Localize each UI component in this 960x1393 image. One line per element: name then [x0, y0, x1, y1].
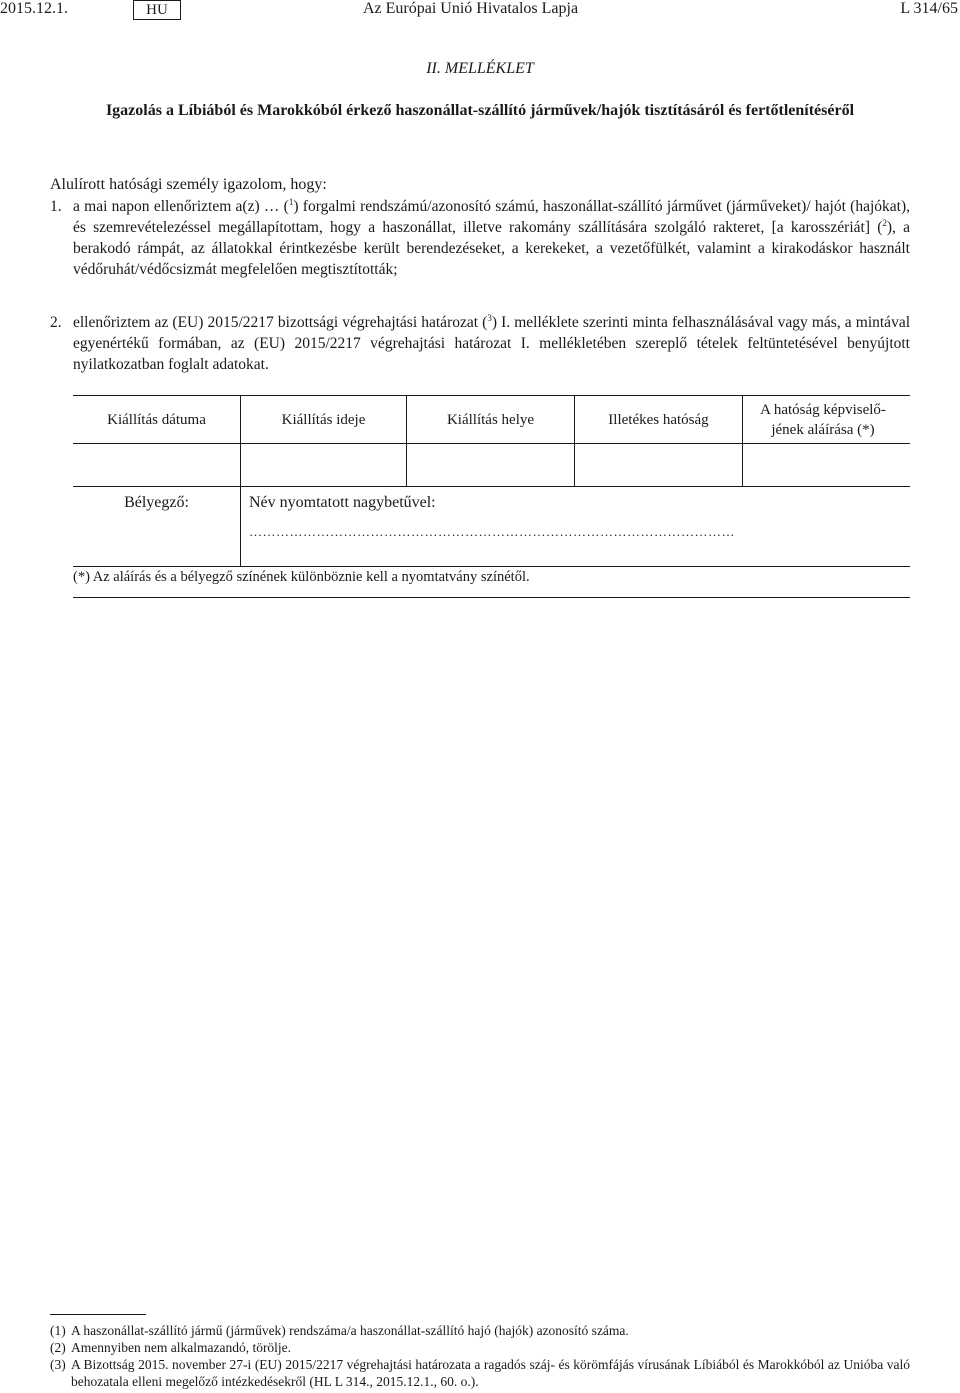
table-bottom-rule	[73, 486, 910, 487]
stamp-label: Bélyegző:	[124, 494, 189, 511]
column-divider	[742, 395, 743, 486]
column-header-authority: Illetékes hatóság	[608, 412, 709, 428]
stamp-divider	[240, 486, 241, 566]
footnote-ref: 1	[288, 196, 294, 207]
note-bottom-rule	[73, 597, 910, 598]
footnote-ref: 3	[487, 312, 492, 323]
intro-text: Alulírott hatósági személy igazolom, hogy:	[50, 176, 327, 193]
item-number: 2.	[50, 314, 62, 331]
language-code-box: HU	[133, 0, 181, 20]
footnote-3	[50, 1356, 910, 1390]
footnote-number: (2)	[50, 1340, 66, 1355]
footnote-separator	[50, 1314, 146, 1315]
stamp-bottom-rule	[73, 566, 910, 567]
page-reference: L 314/65	[900, 0, 958, 17]
statement-item-1	[50, 196, 910, 280]
footnote-ref: 2	[882, 217, 887, 228]
item-text: ellenőriztem az (EU) 2015/2217 bizottsági végrehajtási határozat ($^3$) I. melléklete szerinti minta felhasználásával vagy más, a mintával egyenértékű formában, az (EU) 2015/2217 végrehajtási határozat I. mellékletében szereplő tételek feltüntetésével benyújtott nyilatkozatban foglalt adatokat.	[73, 312, 911, 373]
journal-title: Az Európai Unió Hivatalos Lapja	[363, 0, 579, 17]
item-number: 1.	[50, 198, 62, 215]
publication-date: 2015.12.1.	[0, 0, 68, 17]
signature-color-note: (*) Az aláírás és a bélyegző színének különböznie kell a nyomtatvány színétől.	[73, 569, 530, 585]
footnote-number: (3)	[50, 1357, 66, 1372]
page-header	[0, 0, 960, 22]
footnote-text: Amennyiben nem alkalmazandó, törölje.	[71, 1340, 292, 1355]
document-title: Igazolás a Líbiából és Marokkóból érkező haszonállat-szállító járművek/hajók tisztításáról és fertőtlenítéséről	[105, 102, 855, 119]
statement-item-2	[50, 312, 910, 375]
item-text: a mai napon ellenőriztem a(z) … ($^1$) forgalmi rendszámú/azonosító számú, haszonállat-szállító járművet (járműveket)/ hajót (hajókat), és szemrevételezéssel megállapítottam, hogy a haszonállat, illetve rakomány szállítására szolgáló rakteret, [a karosszériát] ($^2$), a berakodó rámpát, az állatokkal érintkezésbe került berendezéseket, a kerekeket, a vezetőfülkét, valamint a kirakodáskor használt védőruhát/védőcsizmát megfelelően megtisztították;	[73, 196, 910, 278]
footnote-2	[50, 1339, 910, 1356]
footnote-text: A Bizottság 2015. november 27-i (EU) 2015/2217 végrehajtási határozata a ragadós száj- és körömfájás vírusának Líbiából és Marokkóból az Unióba való behozatala elleni megelőző intézkedésekről (HL L 314., 2015.12.1., 60. o.).	[71, 1357, 910, 1389]
column-header-issue-place: Kiállítás helye	[446, 412, 535, 428]
annex-title: II. MELLÉKLET	[426, 60, 534, 77]
footnote-number: (1)	[50, 1323, 66, 1338]
table-header-rule	[73, 443, 910, 444]
table-top-rule	[73, 395, 910, 396]
footnote-text: A haszonállat-szállító jármű (járművek) rendszáma/a haszonállat-szállító hajó (hajók) azonosító száma.	[71, 1323, 629, 1338]
printed-name-field: ………………………………………………………………………………………………	[249, 524, 735, 539]
column-header-issue-time: Kiállítás ideje	[281, 412, 366, 428]
printed-name-label: Név nyomtatott nagybetűvel:	[249, 494, 436, 511]
column-header-signature: A hatóság képviselő-jének aláírása (*)	[760, 402, 886, 438]
footnote-1	[50, 1322, 910, 1339]
column-header-issue-date: Kiállítás dátuma	[107, 412, 206, 428]
